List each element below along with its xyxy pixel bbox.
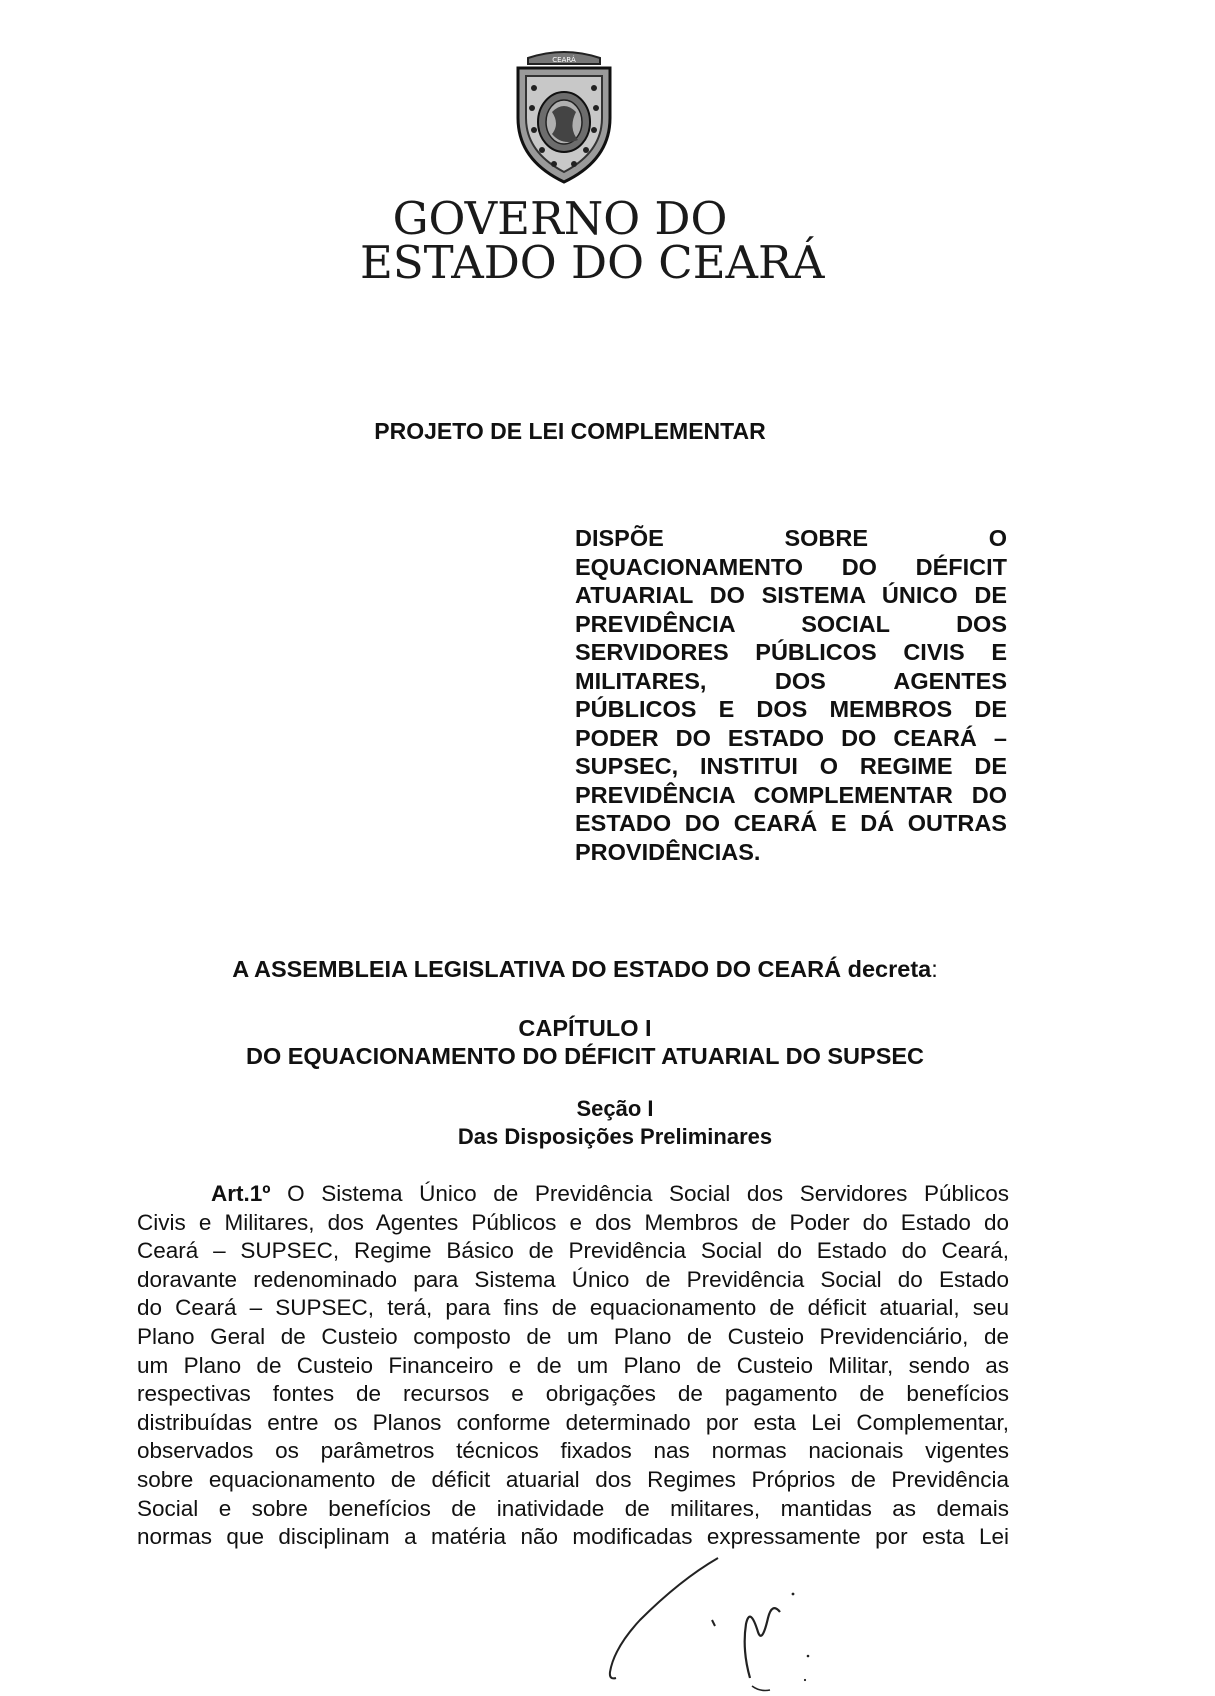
article-line: do Ceará – SUPSEC, terá, para fins de equacionamento de déficit atuarial, seu: [137, 1295, 1009, 1321]
section-label: Seção I: [576, 1096, 654, 1121]
ementa-line: DISPÕE SOBRE O: [575, 525, 1007, 551]
document-title: PROJETO DE LEI COMPLEMENTAR: [374, 418, 766, 444]
government-name-line2: ESTADO DO CEARÁ: [360, 236, 825, 289]
article-line: respectivas fontes de recursos e obrigações de pagamento de benefícios: [137, 1381, 1009, 1407]
ceara-coat-of-arms-icon: [508, 48, 620, 188]
ementa-line: MILITARES, DOS AGENTES: [575, 667, 1007, 694]
article-line: Art.1º O Sistema Único de Previdência Social dos Servidores Públicos: [211, 1181, 1009, 1206]
article-line: distribuídas entre os Planos conforme determinado por esta Lei Complementar,: [137, 1409, 1009, 1435]
ementa-line: EQUACIONAMENTO DO DÉFICIT: [575, 553, 1007, 580]
article-line: Ceará – SUPSEC, Regime Básico de Previdência Social do Estado do Ceará,: [137, 1238, 1009, 1264]
ementa-line: PÚBLICOS E DOS MEMBROS DE: [575, 696, 1007, 722]
article-line: Social e sobre benefícios de inatividade de militares, mantidas as demais: [137, 1495, 1009, 1521]
ementa-line: ESTADO DO CEARÁ E DÁ OUTRAS: [575, 810, 1007, 836]
article-line: Civis e Militares, dos Agentes Públicos e dos Membros de Poder do Estado do: [137, 1209, 1009, 1235]
article-line: Plano Geral de Custeio composto de um Plano de Custeio Previdenciário, de: [137, 1323, 1009, 1349]
ementa-line: PROVIDÊNCIAS.: [575, 838, 761, 865]
enacting-clause: [160, 956, 1010, 983]
government-name-line1: GOVERNO DO: [392, 192, 728, 245]
ementa-line: PODER DO ESTADO DO CEARÁ –: [575, 724, 1007, 751]
article-line: doravante redenominado para Sistema Único de Previdência Social do Estado: [137, 1266, 1009, 1292]
ementa-line: PREVIDÊNCIA SOCIAL DOS: [575, 610, 1007, 637]
ementa-line: SERVIDORES PÚBLICOS CIVIS E: [575, 639, 1007, 665]
svg-text:CEARÁ: CEARÁ: [552, 56, 576, 64]
enacting-clause-colon: :: [931, 956, 938, 982]
article-line: observados os parâmetros técnicos fixados nas normas nacionais vigentes: [137, 1438, 1009, 1464]
article-line: normas que disciplinam a matéria não modificadas expressamente por esta Lei: [137, 1524, 1009, 1550]
ementa-line: SUPSEC, INSTITUI O REGIME DE: [575, 753, 1007, 779]
article-line: um Plano de Custeio Financeiro e de um Plano de Custeio Militar, sendo as: [137, 1352, 1009, 1378]
handwritten-signature-icon: [600, 1540, 860, 1696]
article-1: [137, 1180, 1009, 1552]
enacting-clause-text: A ASSEMBLEIA LEGISLATIVA DO ESTADO DO CEARÁ decreta: [232, 956, 932, 982]
article-number: Art.1º: [211, 1181, 271, 1206]
ementa-line: PREVIDÊNCIA COMPLEMENTAR DO: [575, 781, 1007, 808]
chapter-title: DO EQUACIONAMENTO DO DÉFICIT ATUARIAL DO SUPSEC: [245, 1043, 925, 1069]
ementa-line: ATUARIAL DO SISTEMA ÚNICO DE: [575, 582, 1007, 608]
ementa: [575, 524, 1007, 866]
chapter-label: CAPÍTULO I: [518, 1015, 652, 1041]
section-title: Das Disposições Preliminares: [457, 1124, 773, 1149]
article-line: sobre equacionamento de déficit atuarial dos Regimes Próprios de Previdência: [137, 1466, 1009, 1492]
